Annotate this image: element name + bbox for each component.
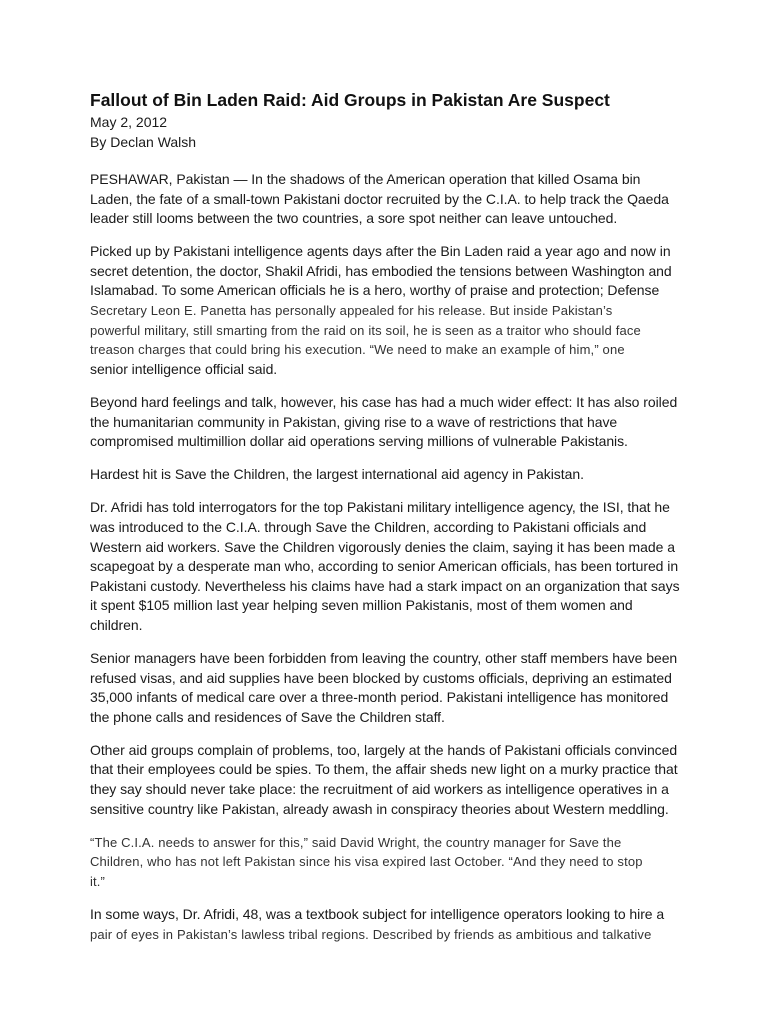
text-line: Western aid workers. Save the Children vigorously denies the claim, saying it has been made a [90, 538, 675, 555]
article [90, 88, 690, 958]
text-line: Hardest hit is Save the Children, the largest international aid agency in Pakistan. [90, 466, 584, 483]
text-line: Pakistani custody. Nevertheless his claims have had a stark impact on an organization that says [90, 577, 680, 594]
text-line: they say should never take place: the recruitment of aid workers as intelligence operatives in a [90, 781, 669, 798]
text-line: secret detention, the doctor, Shakil Afridi, has embodied the tensions between Washington and [90, 262, 672, 279]
text-line: refused visas, and aid supplies have been blocked by customs officials, depriving an estimated [90, 669, 672, 686]
text-line: Picked up by Pakistani intelligence agents days after the Bin Laden raid a year ago and now in [90, 243, 671, 260]
text-line: it.” [90, 873, 106, 889]
text-line: senior intelligence official said. [90, 360, 278, 377]
text-line: Other aid groups complain of problems, too, largely at the hands of Pakistani officials convinced [90, 741, 678, 758]
text-line: powerful military, still smarting from the raid on its soil, he is seen as a traitor who should face [90, 322, 641, 338]
text-line: it spent $105 million last year helping seven million Pakistanis, most of them women and [90, 597, 633, 614]
paragraph-3 [90, 393, 690, 452]
text-line: children. [90, 616, 143, 633]
text-line: sensitive country like Pakistan, already awash in conspiracy theories about Western meddling. [90, 800, 669, 817]
paragraph-2 [90, 242, 690, 379]
text-line: the humanitarian community in Pakistan, giving rise to a wave of restrictions that have [90, 413, 618, 430]
text-line: treason charges that could bring his execution. “We need to make an example of him,” one [90, 342, 625, 358]
paragraph-8 [90, 833, 690, 892]
text-line: Dr. Afridi has told interrogators for the top Pakistani military intelligence agency, the ISI, that he [90, 499, 670, 516]
paragraph-1 [90, 170, 690, 229]
article-headline: Fallout of Bin Laden Raid: Aid Groups in Pakistan Are Suspect [90, 90, 610, 110]
text-line: Beyond hard feelings and talk, however, his case has had a much wider effect: It has also roiled [90, 393, 678, 410]
text-line: Children, who has not left Pakistan since his visa expired last October. “And they need to stop [90, 854, 643, 870]
text-line: leader still looms between the two countries, a sore spot neither can leave untouched. [90, 210, 618, 227]
paragraph-7 [90, 741, 690, 819]
text-line: pair of eyes in Pakistan’s lawless tribal regions. Described by friends as ambitious and talkative [90, 926, 652, 942]
text-line: PESHAWAR, Pakistan — In the shadows of the American operation that killed Osama bin [90, 171, 641, 187]
text-line: the phone calls and residences of Save the Children staff. [90, 708, 445, 725]
article-byline: By Declan Walsh [90, 134, 197, 150]
paragraph-4 [90, 465, 690, 485]
paragraph-9 [90, 905, 690, 944]
paragraph-5 [90, 498, 690, 635]
text-line: compromised multimillion dollar aid operations serving millions of vulnerable Pakistanis. [90, 433, 628, 450]
text-line: Secretary Leon E. Panetta has personally appealed for his release. But inside Pakistan’s [90, 303, 613, 319]
text-line: that their employees could be spies. To them, the affair sheds new light on a murky practice that [90, 761, 678, 778]
article-date: May 2, 2012 [90, 114, 168, 130]
text-line: Laden, the fate of a small-town Pakistani doctor recruited by the C.I.A. to help track the Qaeda [90, 190, 669, 207]
text-line: was introduced to the C.I.A. through Save the Children, according to Pakistani officials and [90, 518, 647, 535]
text-line: scapegoat by a desperate man who, according to senior American officials, has been tortured in [90, 558, 679, 575]
text-line: 35,000 infants of medical care over a three-month period. Pakistani intelligence has monitored [90, 689, 669, 706]
paragraph-6 [90, 649, 690, 727]
text-line: Islamabad. To some American officials he is a hero, worthy of praise and protection; Defense [90, 282, 660, 299]
text-line: “The C.I.A. needs to answer for this,” said David Wright, the country manager for Save the [90, 834, 622, 850]
text-line: Senior managers have been forbidden from leaving the country, other staff members have been [90, 649, 678, 666]
text-line: In some ways, Dr. Afridi, 48, was a textbook subject for intelligence operators looking to hire a [90, 906, 665, 922]
